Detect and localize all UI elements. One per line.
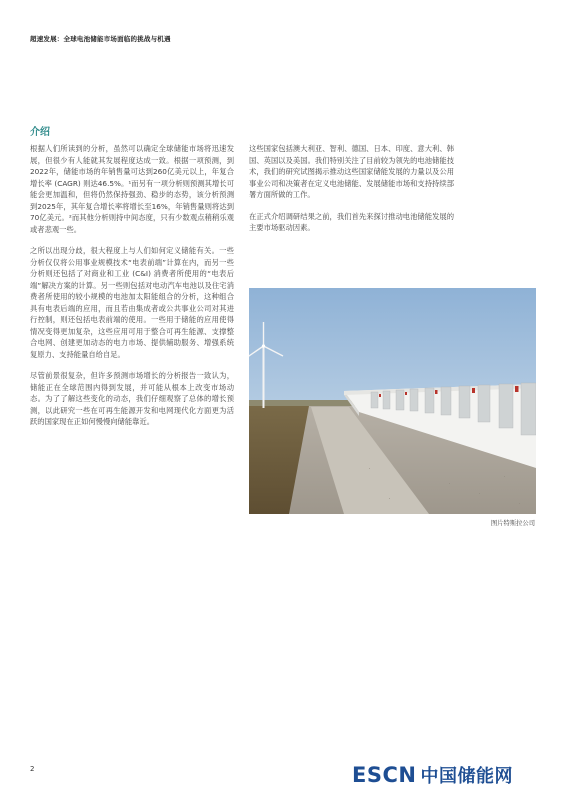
section-title: 介绍 (30, 127, 50, 138)
left-text-column (30, 143, 234, 438)
escn-logo (352, 762, 513, 788)
right-text-column (249, 143, 454, 244)
logo-latin-text: ESCN (352, 763, 417, 787)
battery-farm-photo (249, 288, 536, 514)
paragraph: 之所以出现分歧，很大程度上与人们如何定义储能有关。一些分析仅仅将公用事业规模技术“电表前端”计算在内，而另一些分析则还包括了对商业和工业 (C&I) 消费者所使用的“电表后端”解决方案的计算。另一些则包括对电动汽车电池以及住宅消费者所使用的较小规模的电池加太阳能组合的分析，这种组合具有电表后端的应用，而且若由集成者或公共事业公司对其进行控制，则还包括电表前端的使用。一些用于储能的应用使得情况变得更加复杂，这些应用可用于整合可再生能源、支撑整合电网、创建更加动态的电力市场、提供辅助服务、增强系统复原力、支持能量自给自足。 (30, 246, 234, 359)
report-header-title: 超速发展：全球电池储能市场面临的挑战与机遇 (30, 35, 171, 43)
paragraph: 在正式介绍调研结果之前，我们首先来探讨推动电池储能发展的主要市场驱动因素。 (249, 211, 454, 232)
logo-cjk-text: 中国储能网 (420, 766, 513, 787)
paragraph: 这些国家包括澳大利亚、智利、德国、日本、印度、意大利、韩国、英国以及美国。我们特别关注了目前较为领先的电池储能技术，我们的研究试图揭示推动这些国家储能发展的力量以及公用事业公司和决策者在定义电池储能、发展储能市场和支持持续部署方面所做的工作。 (249, 144, 454, 199)
paragraph: 根据人们所读到的分析，虽然可以确定全球储能市场将迅速发展，但很少有人能就其发展程度达成一致。根据一项预测，到2022年，储能市场的年销售量可达到260亿美元以上，年复合增长率 (CAGR) 则达46.5%。¹而另有一项分析则预测其增长可能会更加温和，但将仍然保持强劲、稳步的态势，该分析预测到2025年，其年复合增长率将增长至16%，年销售量则将达到70亿美元。²而其他分析则持中间态度，只有少数观点稍稍乐观或者悲观一些。 (30, 144, 234, 234)
paragraph: 尽管前景很复杂，但许多预测市场增长的分析报告一致认为，储能正在全球范围内得到发展，并可能从根本上改变市场动态。为了了解这些变化的动态，我们仔细观察了总体的增长预测，以此研究一些在可再生能源开发和电网现代化方面更为活跃的国家现在正如何慢慢向储能靠近。 (30, 371, 234, 426)
photo-caption: 图片特斯拉公司 (490, 520, 535, 527)
page-number: 2 (30, 765, 35, 773)
